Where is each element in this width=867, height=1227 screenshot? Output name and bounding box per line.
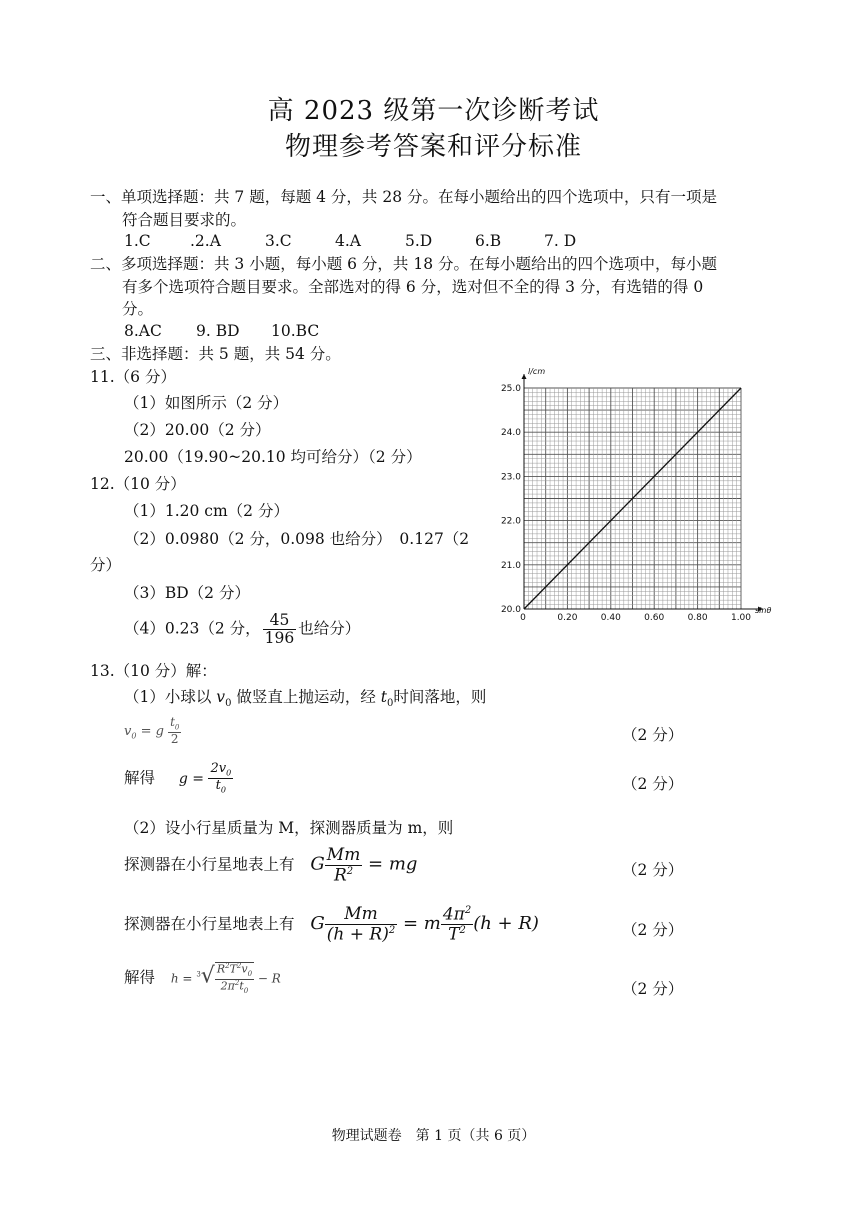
score: （2 分） <box>622 921 684 939</box>
equation-orbit: 探测器在小行星地表上有 G $\frac{Mm}{(h + R)^2}$ = m $\frac{4\pi^2}{T^2}$ (h + R) <box>124 904 539 945</box>
chart-svg <box>494 366 784 624</box>
q12-part3: （3）BD（2 分） <box>124 584 250 602</box>
equation-g: 解得 g = $\frac{2v_0}{t_0}$ <box>124 761 232 795</box>
answer-item: 9. BD <box>196 322 240 340</box>
answer-item: .2.A <box>190 232 221 250</box>
answer-item: 1.C <box>124 232 151 250</box>
y-tick-label: 25.0 <box>500 384 521 394</box>
x-tick-label: 0.40 <box>600 613 621 623</box>
answer-item: 3.C <box>265 232 292 250</box>
y-tick-label: 21.0 <box>500 560 521 571</box>
score: （2 分） <box>622 861 684 879</box>
v0-symbol <box>216 688 232 710</box>
equation-surface-gravity: 探测器在小行星地表上有 G $\frac{Mm}{R^2}$ = mg <box>124 845 418 886</box>
y-axis-label: l/cm <box>528 367 546 376</box>
solve-label: 解得 <box>124 768 156 787</box>
v-symbol: v <box>216 688 226 706</box>
surface-label-2: 探测器在小行星地表上有 <box>124 914 295 933</box>
q12-part4 <box>124 612 360 647</box>
y-tick-label: 22.0 <box>500 516 521 527</box>
v-subscript: 0 <box>225 698 232 710</box>
q12-label: 12.（10 分） <box>90 475 186 493</box>
q13-label: 13.（10 分）解： <box>90 662 217 680</box>
q12-part2: （2）0.0980（2 分，0.098 也给分） 0.127（2 <box>124 530 470 548</box>
equation-h: 解得 h = $^3$√ $\frac{R^2T^2v_0}{2\pi^2t_0}$ − R <box>124 962 281 995</box>
fraction <box>263 612 297 647</box>
q13-part2: （2）设小行星质量为 M，探测器质量为 m，则 <box>124 819 454 837</box>
section1-heading-cont: 符合题目要求的。 <box>122 211 247 229</box>
q12-part4-suffix: 也给分） <box>298 619 361 638</box>
t-subscript: 0 <box>387 698 394 710</box>
q13-part1-c: 时间落地，则 <box>393 688 487 706</box>
q13-part1-a: （1）小球以 <box>124 688 217 706</box>
fraction-numerator: 45 <box>263 612 297 630</box>
fraction-denominator: 196 <box>264 629 295 648</box>
y-tick-label: 20.0 <box>500 605 521 615</box>
q11-label: 11.（6 分） <box>90 368 176 386</box>
q13-part1-b: 做竖直上抛运动，经 <box>231 688 381 706</box>
x-tick-label: 0.20 <box>557 613 578 623</box>
q11-part3: 20.00（19.90~20.10 均可给分）（2 分） <box>124 448 422 466</box>
surface-label: 探测器在小行星地表上有 <box>124 855 295 874</box>
answer-item: 5.D <box>405 232 433 250</box>
length-vs-sin-chart <box>494 366 784 624</box>
q11-part2: （2）20.00（2 分） <box>124 421 271 439</box>
section2-heading: 二、多项选择题：共 3 小题，每小题 6 分，共 18 分。在每小题给出的四个选项中，每小题 <box>90 255 718 273</box>
equation-v0: $v_0 = g$ $\frac{t_0}{2}$ <box>124 715 180 747</box>
y-axis-arrow <box>522 374 527 379</box>
x-tick-label: 1.00 <box>730 613 752 623</box>
answer-item: 10.BC <box>271 322 320 340</box>
answer-item: 4.A <box>335 232 361 250</box>
y-tick-label: 24.0 <box>500 428 521 439</box>
score: （2 分） <box>622 726 684 744</box>
title-line2: 物理参考答案和评分标准 <box>284 132 582 162</box>
solve-label-2: 解得 <box>124 968 156 987</box>
q12-part2-cont: 分） <box>90 556 122 574</box>
section1-heading: 一、单项选择题：共 7 题，每题 4 分，共 28 分。在每小题给出的四个选项中，只有一项是 <box>90 188 718 206</box>
title-line1: 高 2023 级第一次诊断考试 <box>267 96 600 126</box>
section3-heading: 三、非选择题：共 5 题，共 54 分。 <box>90 345 341 363</box>
section2-heading-cont2: 分。 <box>122 300 154 318</box>
t-symbol: t <box>380 688 388 706</box>
q12-part1: （1）1.20 cm（2 分） <box>124 502 289 520</box>
section2-heading-cont: 有多个选项符合题目要求。全部选对的得 6 分，选对但不全的得 3 分，有选错的得 0 <box>122 278 704 296</box>
score: （2 分） <box>622 775 684 793</box>
answer-item: 7. D <box>544 232 577 250</box>
x-tick-label: 0 <box>520 613 526 623</box>
x-tick-label: 0.60 <box>644 613 665 623</box>
t0-symbol <box>380 688 394 710</box>
answer-item: 8.AC <box>124 322 162 340</box>
q12-part4-prefix: （4）0.23（2 分， <box>124 619 261 638</box>
y-tick-label: 23.0 <box>500 472 521 483</box>
score: （2 分） <box>622 980 684 998</box>
page-footer: 物理试题卷 第 1 页（共 6 页） <box>331 1128 536 1144</box>
x-axis-label: sinθ <box>755 606 772 615</box>
q13-part1 <box>124 686 486 715</box>
x-tick-label: 0.80 <box>687 613 708 623</box>
q11-part1: （1）如图所示（2 分） <box>124 394 289 412</box>
answer-item: 6.B <box>475 232 502 250</box>
